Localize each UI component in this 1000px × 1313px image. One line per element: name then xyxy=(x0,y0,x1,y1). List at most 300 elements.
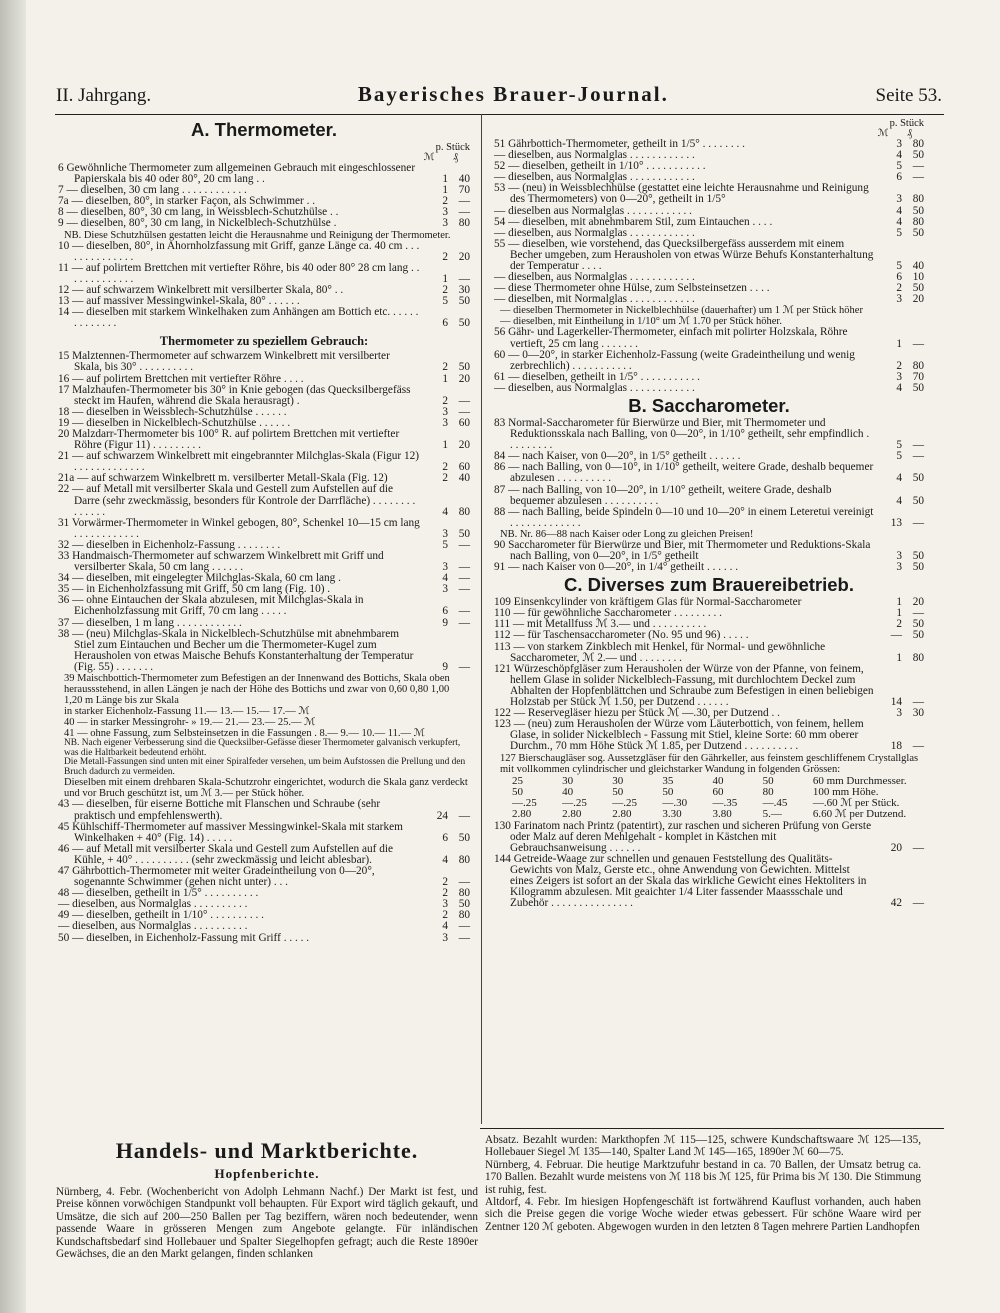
item-description: 43 — dieselben, für eiserne Bottiche mit Flanschen und Schraube (sehr praktisch und empfehlenswerth). xyxy=(58,798,381,822)
price-mark: 4 xyxy=(896,204,902,217)
item-description: — diese Thermometer ohne Hülse, zum Selbsteinsetzen . . . . xyxy=(494,282,770,295)
item-price xyxy=(874,206,924,217)
item-price xyxy=(874,518,924,529)
section-rule xyxy=(480,1128,944,1129)
catalog-item xyxy=(494,350,924,372)
catalog-item xyxy=(494,507,924,529)
price-pfennig: 50 xyxy=(458,831,470,844)
price-mark: 1 xyxy=(442,439,448,452)
price-mark: 3 xyxy=(442,561,448,574)
price-pfennig: 40 xyxy=(458,173,470,186)
price-pfennig: 40 xyxy=(458,472,470,485)
item-price xyxy=(874,843,924,854)
price-mark: 3 xyxy=(896,707,902,720)
item-description: 17 Malzhaufen-Thermometer bis 30° in Knie gebogen (das Quecksilbergefäss steckt im Haufen, während die Skala herausragt) . xyxy=(58,383,411,407)
table-cell: 25 xyxy=(512,774,523,787)
catalog-note: 127 Bierschaugläser sog. Aussetzgläser für den Gährkeller, aus feinstem geschliffenem Crystallglas mit vollkommen cylindrischer und gleichstarker Wandung in folgenden Grössen: xyxy=(500,752,919,775)
price-mark: 4 xyxy=(442,920,448,933)
price-mark: 5 xyxy=(896,160,902,173)
item-description: 22 — auf Metall mit versilberter Skala und Gestell zum Aufstellen auf die Darre (sehr zweckmässig, besonders für Kontrole der Darrfläche) . . . . . . . . . . . . . . xyxy=(58,483,416,518)
item-price xyxy=(420,318,470,329)
item-description: 49 — dieselben, getheilt in 1/10° . . . . . . . . . . xyxy=(58,909,264,922)
price-mark: 5 xyxy=(896,439,902,452)
price-pfennig: — xyxy=(458,809,470,822)
catalog-item xyxy=(58,799,470,821)
catalog-item xyxy=(58,451,470,473)
price-mark: 20 xyxy=(890,841,902,854)
price-pfennig: — xyxy=(458,616,470,629)
table-cell: —.30 xyxy=(662,796,688,809)
price-mark: 1 xyxy=(442,372,448,385)
item-price xyxy=(874,228,924,239)
price-pfennig: 50 xyxy=(912,472,924,485)
price-pfennig: — xyxy=(458,195,470,208)
item-price xyxy=(874,294,924,305)
item-description: 87 — nach Balling, von 10—20°, in 1/10° getheilt, weitere Grade, deshalb bequemer abzulesen . . . . . . . . . . xyxy=(494,483,832,507)
price-mark: 3 xyxy=(442,405,448,418)
price-mark: 1 xyxy=(442,272,448,285)
currency-header: ℳ ₰ xyxy=(423,152,466,163)
price-pfennig: 10 xyxy=(912,271,924,284)
item-price xyxy=(420,473,470,484)
price-mark: 4 xyxy=(442,505,448,518)
item-price xyxy=(874,339,924,350)
price-mark: 6 xyxy=(442,831,448,844)
price-pfennig: — xyxy=(912,337,924,350)
catalog-item xyxy=(494,562,924,573)
price-pfennig: — xyxy=(458,876,470,889)
price-mark: 6 xyxy=(442,317,448,330)
item-description: 60 — 0—20°, in starker Eichenholz-Fassung (weite Gradeintheilung und wenig zerbrechlich) . . . . . . . . . . . xyxy=(494,348,855,372)
item-price xyxy=(420,507,470,518)
price-mark: 2 xyxy=(896,618,902,631)
header-rule xyxy=(55,114,944,115)
item-description: 18 — dieselben in Weissblech-Schutzhülse . . . . . . xyxy=(58,405,287,418)
price-mark: 9 xyxy=(442,616,448,629)
price-pfennig: — xyxy=(458,605,470,618)
price-mark: 1 xyxy=(896,651,902,664)
price-pfennig: 50 xyxy=(912,629,924,642)
catalog-item xyxy=(494,383,924,394)
item-price xyxy=(420,540,470,551)
item-description: 48 — dieselben, getheilt in 1/5° . . . . . . . . . . xyxy=(58,887,259,900)
price-pfennig: 80 xyxy=(458,887,470,900)
catalog-item xyxy=(58,618,470,629)
right-column xyxy=(494,118,924,909)
price-mark: 6 xyxy=(442,605,448,618)
catalog-item xyxy=(494,821,924,854)
catalog-item xyxy=(494,327,924,349)
price-mark: 42 xyxy=(890,897,902,910)
catalog-item xyxy=(58,429,470,451)
item-price xyxy=(420,218,470,229)
price-mark: 3 xyxy=(442,206,448,219)
price-pfennig: 50 xyxy=(458,898,470,911)
price-mark: 2 xyxy=(442,394,448,407)
price-mark: 5 xyxy=(442,295,448,308)
price-mark: 3 xyxy=(896,193,902,206)
market-section-title: Handels- und Marktberichte. xyxy=(115,1138,419,1163)
item-description: 45 Kühlschiff-Thermometer auf massiver Messingwinkel-Skala mit starkem Winkelhaken + 40° (Fig. 14) . . . . . xyxy=(58,820,403,844)
item-description: 122 — Reservegläser hiezu per Stück ℳ —.30, per Dutzend . . xyxy=(494,707,780,720)
item-description: 112 — für Taschensaccharometer (No. 95 und 96) . . . . . xyxy=(494,629,749,642)
table-cell: —.35 xyxy=(712,796,738,809)
price-mark: 1 xyxy=(442,184,448,197)
item-price xyxy=(420,933,470,944)
table-cell: 2.80 xyxy=(562,807,582,820)
catalog-item xyxy=(58,933,470,944)
journal-title: Bayerisches Brauer-Journal. xyxy=(357,82,669,106)
item-description: 37 — dieselben, 1 m lang . . . . . . . . . . . . xyxy=(58,616,242,629)
item-description: 123 — (neu) zum Herausholen der Würze vom Läuterbottich, von feinem, hellem Glase, in solider Nickelblech - Fassung mit Stiel, kleine Sorte: 60 mm oberer Durchm., 70 mm Höhe Stück ℳ 1.85, per Dutzend . . . . . . . . . . xyxy=(494,718,864,753)
table-cell: —.25 xyxy=(562,796,587,809)
table-cell: 50 xyxy=(612,785,624,798)
volume-label: II. Jahrgang. xyxy=(56,85,152,106)
item-description: 38 — (neu) Milchglas-Skala in Nickelblech-Schutzhülse mit abnehmbarem Stiel zum Eintauchen und Becher um die Thermometer-Kugel zum Herausholen von etwas Maische Behufs Konstanterhaltung der Temperatur (Fig. 55) . . . . . . . xyxy=(58,627,414,673)
catalog-note: 40 — in starker Messingrohr- » 19.— 21.— 23.— 25.— ℳ xyxy=(64,717,316,729)
item-price xyxy=(420,606,470,617)
item-price xyxy=(420,662,470,673)
catalog-item xyxy=(494,642,924,664)
left-column xyxy=(58,118,470,944)
item-description: — dieselben, aus Normalglas . . . . . . . . . . . . xyxy=(494,149,695,162)
item-description: 33 Handmaisch-Thermometer auf schwarzem Winkelbrett mit Griff und versilberter Skala, 50 cm lang . . . . . . xyxy=(58,550,384,574)
item-description: 84 — nach Kaiser, von 0—20°, in 1/5° getheilt . . . . . . xyxy=(494,450,741,463)
table-cell: —.25 xyxy=(612,796,637,809)
table-cell: 2.80 xyxy=(512,807,532,820)
item-description: 144 Getreide-Waage zur schnellen und genauen Feststellung des Qualitäts-Gewichts von Malz, Gerste etc., ohne Anwendung von Gewichten. Mittelst eines Zeigers ist sofort an der Skala das wirkliche Gewicht eines Hektoliters in Kilogramm abzulesen. Mit geaichter 1/4 Liter fassender Maassschale und Zubehör . . . . . . . . . . . . . . . xyxy=(494,852,867,910)
catalog-item xyxy=(494,418,924,451)
catalog-item xyxy=(494,485,924,507)
table-cell: 30 xyxy=(612,774,624,787)
price-pfennig: 50 xyxy=(912,282,924,295)
price-mark: 4 xyxy=(896,381,902,394)
catalog-item xyxy=(494,630,924,641)
price-mark: 2 xyxy=(442,250,448,263)
catalog-note: NB. Nr. 86—88 nach Kaiser oder Long zu gleichen Preisen! xyxy=(500,528,754,540)
catalog-item xyxy=(494,664,924,708)
table-cell: —.45 xyxy=(762,796,788,809)
catalog-item xyxy=(58,374,470,385)
price-column-header: p. Stück xyxy=(435,142,470,153)
catalog-item xyxy=(494,719,924,752)
catalog-item xyxy=(58,385,470,407)
table-cell: 60 xyxy=(712,785,724,798)
item-description: 88 — nach Balling, beide Spindeln 0—10 und 10—20° in einem Leteretui vereinigt . . . . . . . . . . . . . xyxy=(494,505,874,529)
item-price xyxy=(420,418,470,429)
currency-header: ℳ ₰ xyxy=(877,128,920,139)
price-mark: 5 xyxy=(896,450,902,463)
price-mark: 3 xyxy=(442,217,448,230)
price-mark: 13 xyxy=(890,516,902,529)
price-pfennig: — xyxy=(458,272,470,285)
item-price xyxy=(874,496,924,507)
price-pfennig: 50 xyxy=(912,550,924,562)
price-pfennig: — xyxy=(912,897,924,910)
item-description: 12 — auf schwarzem Winkelbrett mit versilberter Skala, 80° . . xyxy=(58,283,344,296)
item-price xyxy=(874,451,924,462)
price-mark: 3 xyxy=(896,293,902,306)
catalog-item xyxy=(58,866,470,888)
price-mark: 3 xyxy=(442,898,448,911)
price-mark: 4 xyxy=(896,149,902,162)
item-description: 6 Gewöhnliche Thermometer zum allgemeinen Gebrauch mit eingeschlossener Papierskala bis 40 oder 80°, 20 cm lang . . xyxy=(58,162,416,186)
item-description: 14 — dieselben mit starkem Winkelhaken zum Anhängen am Bottich etc. . . . . . . . . . . . . . xyxy=(58,306,419,330)
price-mark: 2 xyxy=(442,283,448,296)
price-mark: 5 xyxy=(896,260,902,273)
item-price xyxy=(874,898,924,909)
catalog-item xyxy=(58,595,470,617)
item-description: 21a — auf schwarzem Winkelbrett m. versilberter Metall-Skala (Fig. 12) xyxy=(58,472,388,485)
item-description: 7 — dieselben, 30 cm lang . . . . . . . . . . . . xyxy=(58,184,247,197)
table-cell: 35 xyxy=(662,774,674,787)
size-price-table xyxy=(512,776,924,820)
item-description: 83 Normal-Saccharometer für Bierwürze und Bier, mit Thermometer und Reduktionsskala nach Balling, von 0—20°, in 1/10° getheilt, sehr empfindlich . . . . . . . . . xyxy=(494,416,870,452)
price-pfennig: 40 xyxy=(912,260,924,273)
item-description: 54 — dieselben, mit abnehmbarem Stil, zum Eintauchen . . . . xyxy=(494,215,773,228)
subsection-heading: Thermometer zu speziellem Gebrauch: xyxy=(159,334,369,349)
item-price xyxy=(420,584,470,595)
price-mark: 4 xyxy=(442,853,448,866)
price-pfennig: — xyxy=(458,583,470,596)
price-pfennig: 80 xyxy=(458,505,470,518)
price-mark: 3 xyxy=(896,550,902,562)
item-description: 52 — dieselben, getheilt in 1/10° . . . . . . . . . . . xyxy=(494,160,706,173)
price-pfennig: 50 xyxy=(912,561,924,574)
catalog-item xyxy=(494,239,924,272)
catalog-item xyxy=(494,183,924,205)
market-paragraph: Altdorf, 4. Febr. Im hiesigen Hopfengeschäft ist fortwährend Kauflust vorhanden, auch haben sich die Preise gegen die vorige Woche wieder etwas gebessert. Für schöne Waare wird per Zentner 120 ℳ geboten. Abgewogen wurden in den letzten 8 Tagen mehrere Partien Landhopfen xyxy=(485,1196,921,1233)
item-description: — dieselben aus Normalglas . . . . . . . . . . . . xyxy=(494,204,692,217)
item-description: 55 — dieselben, wie vorstehend, das Quecksilbergefäss ausserdem mit einem Becher umgeben, zum Herausholen von etwas Würze Behufs Konstanterhaltung der Temperatur . . . . xyxy=(494,237,874,273)
price-pfennig: — xyxy=(912,160,924,173)
price-pfennig: 60 xyxy=(458,461,470,474)
table-cell: 3.80 xyxy=(712,807,732,820)
item-description: — dieselben, aus Normalglas . . . . . . . . . . . . xyxy=(494,171,695,184)
price-mark: 5 xyxy=(442,538,448,551)
price-mark: 9 xyxy=(442,660,448,673)
item-description: — dieselben, aus Normalglas . . . . . . . . . . . . xyxy=(494,226,695,239)
item-price xyxy=(420,440,470,451)
item-price xyxy=(420,252,470,263)
price-mark: 3 xyxy=(442,527,448,540)
item-price xyxy=(420,618,470,629)
price-pfennig: 80 xyxy=(458,853,470,866)
table-cell: 50 xyxy=(662,785,674,798)
price-pfennig: — xyxy=(458,572,470,585)
catalog-item xyxy=(58,629,470,673)
item-description: 86 — nach Balling, von 0—10°, in 1/10° getheilt, weitere Grade, deshalb bequemer abzulesen . . . . . . . . . . xyxy=(494,461,874,485)
catalog-item xyxy=(58,307,470,329)
table-cell: 6.60 ℳ per Dutzend. xyxy=(812,807,907,820)
catalog-item xyxy=(58,844,470,866)
price-pfennig: — xyxy=(912,171,924,184)
price-mark: 4 xyxy=(442,572,448,585)
item-price xyxy=(874,708,924,719)
catalog-note: 39 Maischbottich-Thermometer zum Befestigen an der Innenwand des Bottichs, Skala oben heraussstehend, in allen Längen je nach der Höhe des Bottichs und zwar von 0,60 0,80 1,00 1,20 m Länge bis zur Skala xyxy=(64,673,450,707)
catalog-note: 41 — ohne Fassung, zum Selbsteinsetzen in die Fassungen . 8.— 9.— 10.— 11.— ℳ xyxy=(64,728,425,740)
price-pfennig: 70 xyxy=(912,370,924,383)
price-pfennig: — xyxy=(458,538,470,551)
item-description: 109 Einsenkcylinder von kräftigem Glas für Normal-Saccharometer xyxy=(494,596,802,609)
price-pfennig: 50 xyxy=(912,381,924,394)
item-description: 56 Gähr- und Lagerkeller-Thermometer, einfach mit polirter Holzskala, Röhre vertieft, 25 cm lang . . . . . . . xyxy=(494,326,848,350)
price-pfennig: — xyxy=(458,931,470,944)
item-description: 31 Vorwärmer-Thermometer in Winkel gebogen, 80°, Schenkel 10—15 cm lang . . . . . . . . . . . . xyxy=(58,516,420,540)
price-pfennig: 80 xyxy=(458,217,470,230)
price-pfennig: 20 xyxy=(912,596,924,609)
price-mark: 1 xyxy=(896,607,902,620)
price-pfennig: 50 xyxy=(458,295,470,308)
catalog-item xyxy=(58,351,470,373)
price-mark: 3 xyxy=(896,370,902,383)
item-description: 8 — dieselben, 80°, 30 cm lang, in Weissblech-Schutzhülse . . xyxy=(58,206,339,219)
price-pfennig: — xyxy=(912,439,924,452)
item-description: 53 — (neu) in Weissblechhülse (gestattet eine leichte Herausnahme und Reinigung des Thermometers) von 0—20°, getheilt in 1/5° xyxy=(494,182,869,206)
item-description: 91 — nach Kaiser von 0—20°, in 1/4° getheilt . . . . . . xyxy=(494,561,739,574)
price-mark: 2 xyxy=(442,195,448,208)
price-pfennig: — xyxy=(458,561,470,574)
item-description: 61 — dieselben, getheilt in 1/5° . . . . . . . . . . . xyxy=(494,370,700,383)
item-description: 15 Malztennen-Thermometer auf schwarzem Winkelbrett mit versilberter Skala, bis 30° . . . . . . . . . . xyxy=(58,350,390,374)
catalog-item xyxy=(494,294,924,305)
table-cell: 40 xyxy=(562,785,574,798)
item-description: 46 — auf Metall mit versilberter Skala und Gestell zum Aufstellen auf die Kühle, + 40° . . . . . . . . . . (sehr zweckmässig und leicht ablesbar). xyxy=(58,842,394,866)
item-description: 21 — auf schwarzem Winkelbrett mit eingebrannter Milchglas-Skala (Figur 12) . . . . . . . . . . . . . xyxy=(58,450,420,474)
item-description: 110 — für gewöhnliche Saccharometer . . . . . . . . . xyxy=(494,607,722,620)
market-subtitle: Hopfenberichte. xyxy=(214,1166,320,1181)
table-cell: 100 mm Höhe. xyxy=(812,785,879,798)
price-pfennig: 60 xyxy=(458,416,470,429)
market-paragraph: Absatz. Bezahlt wurden: Markthopfen ℳ 115—125, schwere Kundschaftswaare ℳ 125—135, Hollebauer Siegel ℳ 135—140, Spalter Land ℳ 145—165, 1890er ℳ 60—75. xyxy=(485,1134,921,1159)
catalog-note: NB. Diese Schutzhülsen gestatten leicht die Herausnahme und Reinigung der Thermometer. xyxy=(64,229,451,241)
price-pfennig: — xyxy=(912,516,924,529)
column-divider xyxy=(481,114,482,1124)
price-mark: 4 xyxy=(896,494,902,507)
catalog-item xyxy=(494,462,924,484)
price-mark: 3 xyxy=(896,561,902,574)
catalog-item xyxy=(58,484,470,517)
catalog-item xyxy=(58,218,470,229)
table-cell: 30 xyxy=(562,774,574,787)
item-price xyxy=(874,562,924,573)
item-price xyxy=(874,194,924,205)
price-mark: — xyxy=(890,629,902,642)
item-description: 51 Gährbottich-Thermometer, getheilt in 1/5° . . . . . . . . xyxy=(494,138,745,150)
catalog-item xyxy=(58,163,470,185)
price-pfennig: 50 xyxy=(458,317,470,330)
catalog-note: — dieselben, mit Eintheilung in 1/10° um ℳ 1.70 per Stück höher. xyxy=(500,316,782,328)
item-description: 10 — dieselben, 80°, in Ahornholzfassung mit Griff, ganze Länge ca. 40 cm . . . . . . . . . . . . . . xyxy=(58,239,420,263)
price-pfennig: 30 xyxy=(912,707,924,720)
catalog-item xyxy=(58,551,470,573)
item-price xyxy=(420,296,470,307)
market-paragraph: Nürnberg, 4. Febr. (Wochenbericht von Adolph Lehmann Nachf.) Der Markt ist fest, und Preise können vorwöchigen Standpunkt voll behaupten. Für Export wird täglich gekauft, und Umsätze, die sich auf 200—250 Ballen per Tag beziffern, wären noch bedeutender, wenn passende Waare in grösseren Mengen zum Angebote gelangte. Für inländischen Kundschaftsbedarf sind Hollebauer und Spalter Siegelhopfen gefragt; auch die Reste 1890er Gewächses, die an den Markt gelangen, finden schlanken xyxy=(56,1186,478,1261)
item-description: — dieselben, aus Normalglas . . . . . . . . . . xyxy=(58,898,248,911)
price-mark: 4 xyxy=(896,472,902,485)
price-pfennig: — xyxy=(458,405,470,418)
price-mark: 14 xyxy=(890,696,902,709)
item-price xyxy=(874,653,924,664)
price-pfennig: 70 xyxy=(458,184,470,197)
section-heading: A. Thermometer. xyxy=(191,119,337,140)
item-description: 121 Würzeschöpfgläser zum Herausholen der Würze von der Pfanne, von feinem, hellem Glase in solider Nickelblech-Fassung, mit durchlochtem Deckel zum Abhalten der Hopfenblättchen und Schraube zum Befestigen in einen beliebigen Holzstab per Stück ℳ 1.50, per Dutzend . . . . . . xyxy=(494,662,874,709)
item-description: 35 — in Eichenholzfassung mit Griff, 50 cm lang (Fig. 10) . xyxy=(58,583,331,596)
price-mark: 1 xyxy=(896,337,902,350)
price-pfennig: 80 xyxy=(912,138,924,150)
table-cell: 50 xyxy=(762,774,774,787)
item-description: 11 — auf polirtem Brettchen mit vertiefter Röhre, bis 40 oder 80° 28 cm lang . . . . . . . . . . . . . xyxy=(58,261,420,285)
price-pfennig: — xyxy=(912,740,924,753)
item-price xyxy=(874,741,924,752)
item-description: 13 — auf massiver Messingwinkel-Skala, 80° . . . . . . xyxy=(58,295,300,308)
item-description: — dieselben, mit Normalglas . . . . . . . . . . . . xyxy=(494,293,695,306)
price-mark: 2 xyxy=(442,887,448,900)
price-mark: 3 xyxy=(442,416,448,429)
item-price xyxy=(420,811,470,822)
catalog-item xyxy=(58,263,470,285)
item-description: 19 — dieselben in Nickelblech-Schutzhülse . . . . . . xyxy=(58,416,291,429)
price-pfennig: 20 xyxy=(458,250,470,263)
price-pfennig: 30 xyxy=(458,283,470,296)
price-mark: 2 xyxy=(896,359,902,372)
item-description: 20 Malzdarr-Thermometer bis 100° R. auf polirtem Brettchen mit vertiefter Röhre (Figur 11) . . . . . . . . . xyxy=(58,427,400,452)
small-note: Die Metall-Fassungen sind unten mit einer Spiralfeder versehen, um beim Aufstossen die Prellung und den Bruch dadurch zu vermeiden. xyxy=(64,757,466,777)
item-price xyxy=(874,172,924,183)
price-pfennig: 50 xyxy=(912,204,924,217)
price-mark: 2 xyxy=(442,361,448,374)
price-pfennig: 20 xyxy=(458,372,470,385)
price-pfennig: 80 xyxy=(458,909,470,922)
price-pfennig: — xyxy=(458,394,470,407)
price-mark: 1 xyxy=(442,173,448,186)
price-pfennig: 50 xyxy=(912,226,924,239)
price-mark: 1 xyxy=(896,596,902,609)
price-mark: 3 xyxy=(442,931,448,944)
page-number: Seite 53. xyxy=(875,85,942,106)
item-description: 47 Gährbottich-Thermometer mit weiter Gradeintheilung von 0—20°, sogenannte Schwimmer (gehen nicht unter) . . . xyxy=(58,864,375,889)
price-pfennig: 50 xyxy=(912,618,924,631)
price-pfennig: — xyxy=(912,696,924,709)
catalog-item xyxy=(58,241,470,263)
price-mark: 2 xyxy=(896,282,902,295)
item-description: 50 — dieselben, in Eichenholz-Fassung mit Griff . . . . . xyxy=(58,931,310,944)
catalog-item xyxy=(494,206,924,217)
price-pfennig: 20 xyxy=(912,293,924,306)
market-left-text xyxy=(56,1186,478,1260)
section-heading: C. Diverses zum Brauereibetrieb. xyxy=(564,574,854,596)
table-cell: 60 mm Durchmesser. xyxy=(812,774,907,787)
item-description: 113 — von starkem Zinkblech mit Henkel, für Normal- und gewöhnliche Saccharometer, ℳ 2.— und . . . . . . . . xyxy=(494,640,826,664)
table-cell: 40 xyxy=(712,774,724,787)
item-price xyxy=(874,473,924,484)
small-note: NB. Nach eigener Verbesserung sind die Quecksilber-Gefässe dieser Thermometer galvanisch verkupfert, was die Haltbarkeit bedeutend erhöht. xyxy=(64,738,461,758)
price-mark: 2 xyxy=(442,461,448,474)
catalog-item xyxy=(494,540,924,562)
item-price xyxy=(420,833,470,844)
item-description: — dieselben, aus Normalglas . . . . . . . . . . xyxy=(58,920,248,933)
table-cell: 80 xyxy=(762,785,774,798)
price-pfennig: 50 xyxy=(912,494,924,507)
item-price xyxy=(874,383,924,394)
price-column-header: p. Stück xyxy=(889,118,924,129)
catalog-item xyxy=(58,518,470,540)
table-cell: —.60 ℳ per Stück. xyxy=(812,796,900,809)
price-mark: 2 xyxy=(442,876,448,889)
catalog-item xyxy=(494,854,924,909)
item-description: 36 — ohne Eintauchen der Skala abzulesen, mit Milchglas-Skala in Eichenholzfassung mit Griff, 70 cm lang . . . . . xyxy=(58,594,364,618)
item-description: 9 — dieselben, 80°, 30 cm lang, in Nickelblech-Schutzhülse . xyxy=(58,217,337,230)
